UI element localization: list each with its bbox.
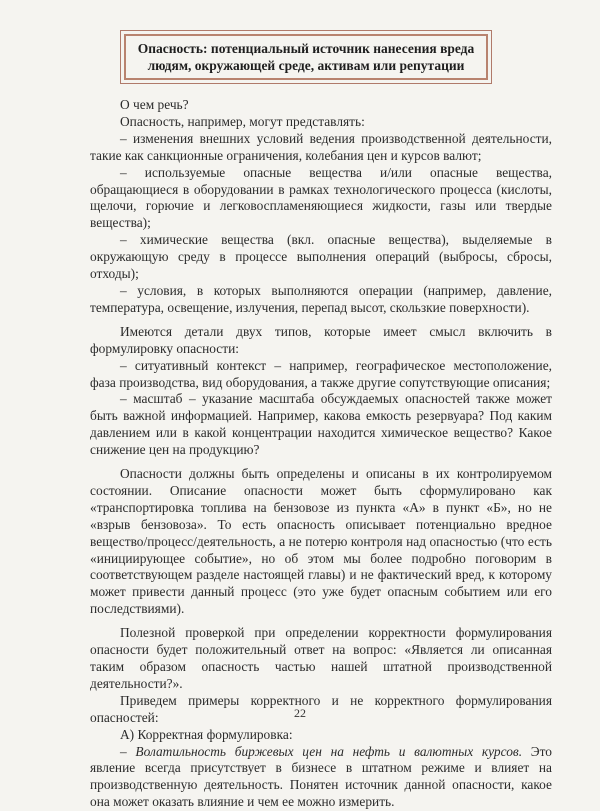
correct-example-paragraph	[90, 744, 552, 811]
paragraph-controlled-state: Опасности должны быть определены и описаны в их контролируемом состоянии. Описание опасности может быть сформулировано как «транспортировка топлива на бензовозе из пункта «А» в пункт «Б», но не «взрыв бензовоза». То есть опасность описывает потенциально вредное вещество/процесс/деятельность, а не потерю контроля над опасностью (что есть «инициирующее событие», но об этом мы более подробно поговорим в соответствующем разделе настоящей главы) и не фактический вред, к которому может привести данный процесс (это уже будет опасным событием или его последствиями).	[90, 466, 552, 617]
bullet-operating-conditions: – условия, в которых выполняются операции (например, давление, температура, освещение, излучения, перепад высот, скользкие поверхности).	[90, 282, 552, 315]
paragraph-detail-types: Имеются детали двух типов, которые имеет смысл включить в формулировку опасности:	[90, 323, 552, 356]
bullet-scale: – масштаб – указание масштаба обсуждаемых опасностей также может быть важной информацией. Например, какова емкость резервуара? Под каким давлением или в какой концентрации находится химическое вещество? Какое снижение цен на продукцию?	[90, 391, 552, 458]
bullet-chemical-emissions: – химические вещества (вкл. опасные вещества), выделяемые в окружающую среду в процессе выполнения операций (выбросы, сбросы, отходы);	[90, 232, 552, 282]
header-line-1: Опасность: потенциальный источник нанесения вреда	[137, 41, 475, 56]
intro-line: Опасность, например, могут представлять:	[120, 113, 365, 129]
bullet-external-conditions: – изменения внешних условий ведения производственной деятельности, такие как санкционные ограничения, колебания цен и курсов валют;	[90, 130, 552, 163]
section-header-box	[120, 30, 492, 84]
header-line-2: людям, окружающей среде, активам или репутации	[147, 58, 465, 73]
page-body	[90, 97, 552, 811]
question-line: О чем речь?	[120, 97, 189, 112]
page-number: 22	[294, 706, 306, 720]
example-explanation-text: Это явление всегда присутствует в бизнесе в штатном режиме и влияет на производственную деятельность. Понятен источник данной опасности, какое она может оказать влияние и чем ее можно измерить.	[90, 743, 553, 810]
bullet-hazardous-substances: – используемые опасные вещества и/или опасные вещества, обращающиеся в оборудовании в рамках технологического процесса (кислоты, щелочи, горючие и легковоспламеняющиеся жидкости, газы или твердые вещества);	[90, 164, 552, 231]
section-header	[124, 34, 488, 80]
correct-wording-heading: А) Корректная формулировка:	[120, 726, 293, 742]
paragraph-useful-check: Полезной проверкой при определении корректности формулирования опасности будет положительный ответ на вопрос: «Является ли описанная таким образом опасность частью нашей штатной производственной деятельности?».	[90, 625, 552, 691]
bullet-situational-context: – ситуативный контекст – например, географическое местоположение, фаза производства, вид оборудования, а также другие сопутствующие описания;	[90, 357, 552, 390]
paragraph-examples-intro: Приведем примеры корректного и не корректного формулирования опасностей:	[90, 692, 552, 725]
example-italic-text: – Волатильность биржевых цен на нефть и валютных курсов.	[120, 743, 523, 759]
